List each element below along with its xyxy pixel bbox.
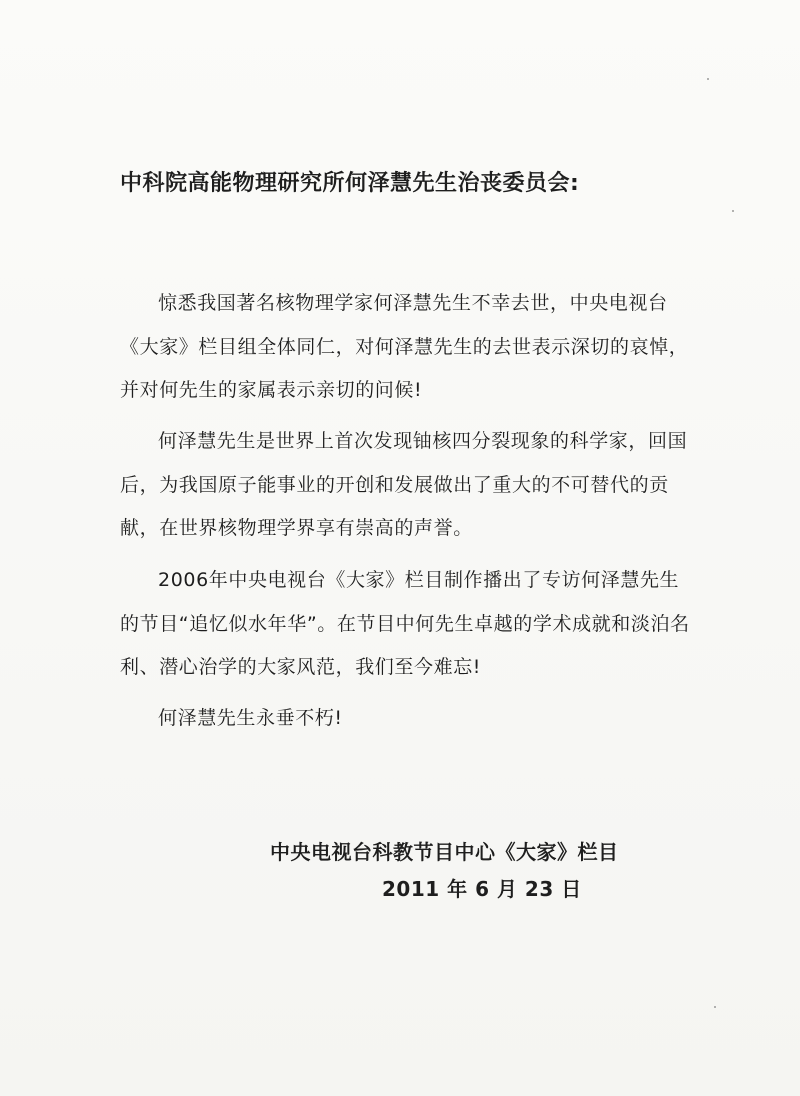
scan-speck (707, 78, 709, 80)
signature-date: 2011 年 6 月 23 日 (382, 877, 582, 901)
achievement-paragraph: 何泽慧先生是世界上首次发现铀核四分裂现象的科学家，回国后，为我国原子能事业的开创和发展做出了重大的不可替代的贡献，在世界核物理学界享有崇高的声誉。 (120, 430, 688, 539)
addressee-heading: 中科院高能物理研究所何泽慧先生治丧委员会: (120, 171, 580, 196)
scan-speck (714, 1006, 716, 1008)
scan-speck (732, 210, 734, 212)
program-paragraph: 2006年中央电视台《大家》栏目制作播出了专访何泽慧先生的节目“追忆似水年华”。在节目中何先生卓越的学术成就和淡泊名利、潜心治学的大家风范，我们至今难忘! (120, 569, 690, 678)
condolence-paragraph: 惊悉我国著名核物理学家何泽慧先生不幸去世，中央电视台《大家》栏目组全体同仁，对何泽慧先生的去世表示深切的哀悼，并对何先生的家属表示亲切的问候! (120, 292, 689, 401)
closing-paragraph: 何泽慧先生永垂不朽! (158, 707, 343, 729)
signature-organization: 中央电视台科教节目中心《大家》栏目 (270, 840, 619, 864)
